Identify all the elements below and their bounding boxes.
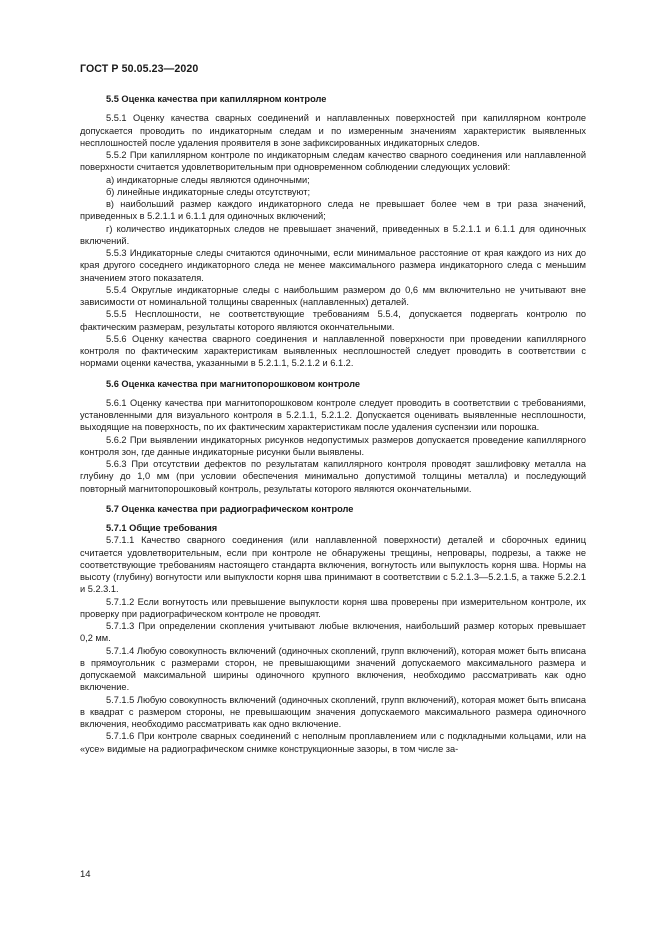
paragraph-5-7-1-4: 5.7.1.4 Любую совокупность включений (одиночных скоплений, групп включений), которая может быть вписана в прямоугольник с размерами сторон, не превышающими значений допускаемого максимального размера и допускаемой максимальной ширины одиночного крупного включения, необходимо рассматривать как одно включение. xyxy=(80,645,586,693)
paragraph-5-5-2: 5.5.2 При капиллярном контроле по индикаторным следам качество сварного соединения или наплавленной поверхности считается удовлетворительным при одновременном соблюдении следующих условий: xyxy=(80,150,586,173)
paragraph-5-6-3: 5.6.3 При отсутствии дефектов по результатам капиллярного контроля проводят зашлифовку металла на глубину до 1,0 мм (при условии обеспечения минимально допустимой толщины металла) и последующий повторный магнитопорошковый контроль, результаты которого являются окончательными. xyxy=(80,459,586,494)
paragraph-5-5-4: 5.5.4 Округлые индикаторные следы с наибольшим размером до 0,6 мм включительно не учитывают вне зависимости от номинальной толщины сваренных (наплавленных) деталей. xyxy=(80,284,586,307)
paragraph-5-5-5: 5.5.5 Несплошности, не соответствующие требованиям 5.5.4, допускается подвергать контролю по фактическим размерам, результаты которого являются окончательными. xyxy=(80,309,586,332)
paragraph-5-5-1: 5.5.1 Оценку качества сварных соединений и наплавленных поверхностей при капиллярном контроле допускается проводить по индикаторным следам и по измеренным значениям характеристик выявленных несплошностей после удаления проявителя в зоне зафиксированных индикаторных следов. xyxy=(80,113,586,148)
subsection-5-7-1-heading: 5.7.1 Общие требования xyxy=(106,523,218,533)
list-item-d: г) количество индикаторных следов не превышает значений, приведенных в 5.2.1.1 и 6.1.1 для одиночных включений. xyxy=(80,223,586,246)
paragraph-5-5-3: 5.5.3 Индикаторные следы считаются одиночными, если минимальное расстояние от края каждого из них до края другого соседнего индикаторного следа не менее максимального размера индикаторного следа с меньшим значением этого показателя. xyxy=(80,248,586,283)
section-5-6-heading: 5.6 Оценка качества при магнитопорошковом контроле xyxy=(106,378,360,389)
list-item-c: в) наибольший размер каждого индикаторного следа не превышает более чем в три раза значений, приведенных в 5.2.1.1 и 6.1.1 для одиночных включений; xyxy=(80,199,586,222)
paragraph-5-7-1-2: 5.7.1.2 Если вогнутость или превышение выпуклости корня шва проверены при измерительном контроле, их проверку при радиографическом контроле не проводят. xyxy=(80,596,586,619)
paragraph-5-7-1-1: 5.7.1.1 Качество сварного соединения (или наплавленной поверхности) деталей и сборочных единиц считается удовлетворительным, если при контроле не обнаружены трещины, непровары, подрезы, а также не соответствующие требованиям настоящего стандарта включения, вогнутость или выпуклость корня шва. Нормы на высоту (глубину) вогнутости или выпуклости корня шва принимают в соответствии с 5.2.1.3—5.2.1.5, а также 5.2.2.1 и 5.2.3.1. xyxy=(80,535,586,595)
list-item-b: б) линейные индикаторные следы отсутствуют; xyxy=(106,186,311,197)
document-body xyxy=(80,93,586,755)
paragraph-5-6-1: 5.6.1 Оценку качества при магнитопорошковом контроле следует проводить в соответствии с требованиями, установленными для визуального контроля в 5.2.1.1, 5.2.1.2. Допускается оценивать выявленные несплошности, выходящие на поверхность, по их фактическим характеристикам после удаления суспензии или порошка. xyxy=(80,397,586,433)
section-5-7-heading: 5.7 Оценка качества при радиографическом контроле xyxy=(106,503,354,514)
section-5-5-heading: 5.5 Оценка качества при капиллярном контроле xyxy=(106,94,327,104)
page-number: 14 xyxy=(80,869,91,880)
paragraph-5-5-6: 5.5.6 Оценку качества сварного соединения и наплавленной поверхности при проведении капиллярного контроля по фактическим характеристикам выявленных несплошностей следует проводить в соответствии с нормами оценки качества, указанными в 5.2.1.1, 5.2.1.2 и 6.1.2. xyxy=(80,333,586,369)
paragraph-5-7-1-6: 5.7.1.6 При контроле сварных соединений с неполным проплавлением или с подкладными кольцами, или на «усе» видимые на радиографическом снимке конструкционные зазоры, в том числе за- xyxy=(80,731,586,754)
paragraph-5-7-1-5: 5.7.1.5 Любую совокупность включений (одиночных скоплений, групп включений), которая может быть вписана в квадрат с размером стороны, не превышающим значения допускаемого максимального размера одиночного включения, необходимо рассматривать как одно включение. xyxy=(80,694,586,729)
paragraph-5-6-2: 5.6.2 При выявлении индикаторных рисунков недопустимых размеров допускается проведение капиллярного контроля зон, где данные индикаторные рисунки были выявлены. xyxy=(80,434,586,457)
paragraph-5-7-1-3: 5.7.1.3 При определении скопления учитывают любые включения, наибольший размер которых превышает 0,2 мм. xyxy=(80,621,586,644)
document-code-header: ГОСТ Р 50.05.23—2020 xyxy=(80,63,199,75)
list-item-a: а) индикаторные следы являются одиночными; xyxy=(106,174,310,185)
